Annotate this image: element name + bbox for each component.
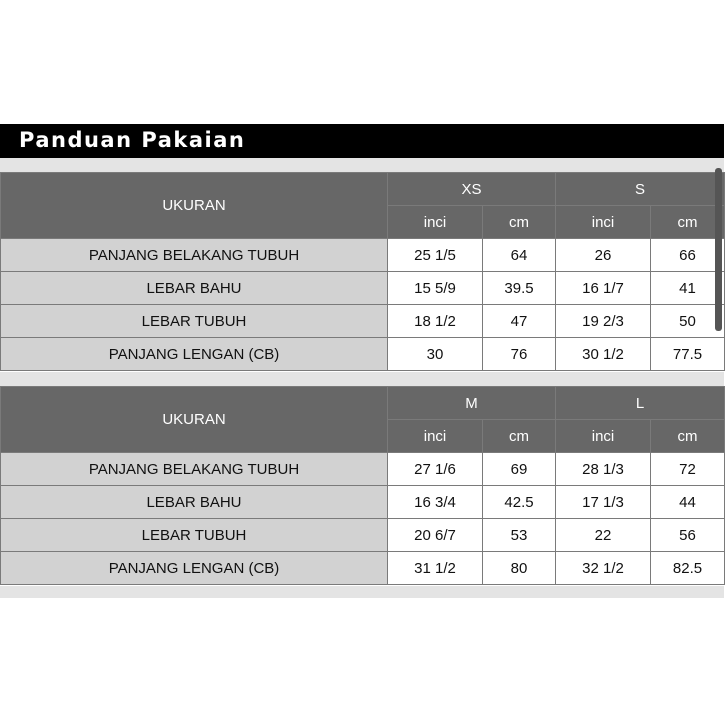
table-cell: 82.5 — [651, 552, 725, 585]
size-header-xs: XS — [388, 173, 556, 206]
ukuran-header: UKURAN — [1, 173, 388, 239]
table-cell: 30 — [388, 338, 483, 371]
table-row — [1, 552, 725, 585]
table-cell: 80 — [483, 552, 556, 585]
section-gap — [0, 372, 724, 386]
page-title: Panduan Pakaian — [19, 128, 246, 152]
table-cell: 50 — [651, 305, 725, 338]
table-cell: 53 — [483, 519, 556, 552]
table-cell: 72 — [651, 453, 725, 486]
section-gap — [0, 586, 724, 598]
table-cell: 77.5 — [651, 338, 725, 371]
table-cell: 15 5/9 — [388, 272, 483, 305]
table-cell: 30 1/2 — [556, 338, 651, 371]
size-header-l: L — [556, 387, 725, 420]
table-cell: 39.5 — [483, 272, 556, 305]
table-cell: 19 2/3 — [556, 305, 651, 338]
table-cell: 16 1/7 — [556, 272, 651, 305]
row-label: PANJANG BELAKANG TUBUH — [1, 239, 388, 272]
table-cell: 41 — [651, 272, 725, 305]
table-cell: 42.5 — [483, 486, 556, 519]
table-cell: 20 6/7 — [388, 519, 483, 552]
table-cell: 26 — [556, 239, 651, 272]
table-cell: 32 1/2 — [556, 552, 651, 585]
table-cell: 66 — [651, 239, 725, 272]
table-cell: 16 3/4 — [388, 486, 483, 519]
table-row — [1, 305, 725, 338]
title-bar — [0, 124, 724, 158]
table-row — [1, 453, 725, 486]
unit-header: cm — [483, 420, 556, 453]
table-cell: 22 — [556, 519, 651, 552]
section-gap — [0, 158, 724, 172]
scrollbar[interactable] — [715, 168, 722, 331]
table-cell: 17 1/3 — [556, 486, 651, 519]
table-row — [1, 338, 725, 371]
row-label: PANJANG LENGAN (CB) — [1, 552, 388, 585]
unit-header: inci — [556, 206, 651, 239]
row-label: PANJANG LENGAN (CB) — [1, 338, 388, 371]
table-cell: 31 1/2 — [388, 552, 483, 585]
unit-header: cm — [651, 420, 725, 453]
table-cell: 64 — [483, 239, 556, 272]
table-cell: 27 1/6 — [388, 453, 483, 486]
table-row — [1, 239, 725, 272]
row-label: LEBAR BAHU — [1, 486, 388, 519]
table-row — [1, 519, 725, 552]
row-label: PANJANG BELAKANG TUBUH — [1, 453, 388, 486]
row-label: LEBAR BAHU — [1, 272, 388, 305]
size-header-s: S — [556, 173, 725, 206]
row-label: LEBAR TUBUH — [1, 305, 388, 338]
unit-header: cm — [483, 206, 556, 239]
ukuran-header: UKURAN — [1, 387, 388, 453]
table-cell: 69 — [483, 453, 556, 486]
table-cell: 56 — [651, 519, 725, 552]
table-cell: 47 — [483, 305, 556, 338]
unit-header: cm — [651, 206, 725, 239]
size-header-m: M — [388, 387, 556, 420]
table-row — [1, 272, 725, 305]
table-cell: 44 — [651, 486, 725, 519]
unit-header: inci — [556, 420, 651, 453]
unit-header: inci — [388, 420, 483, 453]
table-row — [1, 486, 725, 519]
unit-header: inci — [388, 206, 483, 239]
size-table-xs-s — [0, 172, 725, 371]
table-cell: 76 — [483, 338, 556, 371]
row-label: LEBAR TUBUH — [1, 519, 388, 552]
table-cell: 28 1/3 — [556, 453, 651, 486]
table-cell: 25 1/5 — [388, 239, 483, 272]
size-table-m-l — [0, 386, 725, 585]
table-cell: 18 1/2 — [388, 305, 483, 338]
